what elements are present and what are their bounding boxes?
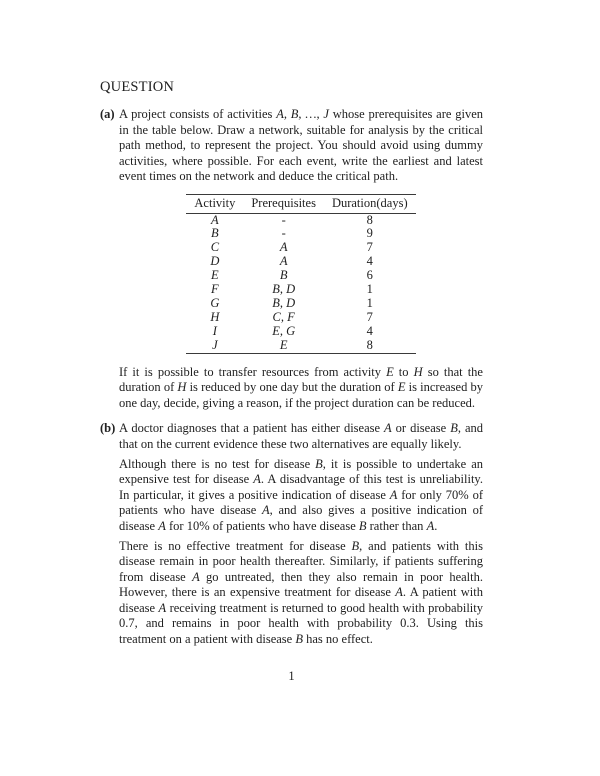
math-symbol: A [253,472,261,487]
cell-activity: C [210,240,220,255]
part-a-intro-paragraph [119,107,483,185]
text-run: . A patient with disease [119,585,484,615]
cell-activity: A [211,212,219,227]
math-symbol: B [450,421,458,436]
math-symbol: A [158,518,166,533]
cell-duration: 7 [366,309,373,324]
activity-table-row [186,311,415,325]
cell-activity: I [212,323,217,338]
part-a-followup-paragraph [119,365,483,412]
part-b-test-paragraph [119,457,483,535]
cell-prerequisites: - [281,226,286,241]
activity-table-head [186,194,415,213]
math-symbol: A [158,600,167,615]
page-number: 1 [288,669,295,683]
cell-prerequisites: E [279,337,288,352]
math-symbol: A [426,518,435,533]
text-run: . A disadvantage of this test is unreliability. In particular, it gives a positive indication of disease [119,472,483,502]
cell-duration: 6 [366,268,373,283]
text-run: There is no effective treatment for disease [119,538,352,553]
text-run: is increased by one day, decide, giving a reason, if the project duration can be reduced. [119,380,483,410]
cell-activity: J [212,337,218,352]
text-run: Although there is no test for disease [119,456,316,471]
column-header-prerequisites: Prerequisites [243,194,324,213]
part-b-body [119,421,483,647]
text-run: receiving treatment is returned to good health with probability 0.7, and remains in poor health with probability 0.3. Using this treatment on a patient with disease [119,600,483,646]
activity-table-body [186,213,415,353]
cell-activity: F [211,282,219,297]
text-run: A project consists of activities [119,107,277,121]
activity-table-row [186,227,415,241]
part-b-section [100,421,483,647]
cell-prerequisites: A [279,240,288,255]
math-symbol: H [177,380,187,395]
cell-duration: 4 [366,323,373,338]
text-run: is reduced by one day but the duration of [186,380,398,395]
text-run: so that the duration of [119,364,483,395]
math-symbol: A [192,569,200,584]
activity-table-row [186,283,415,297]
cell-prerequisites: - [281,212,286,227]
math-symbol: E [386,364,394,379]
cell-prerequisites: C, F [272,309,295,324]
cell-duration: 1 [366,282,373,297]
cell-prerequisites: E, G [272,323,296,338]
math-symbol: B [358,518,367,533]
text-run: has no effect. [302,631,373,646]
text-run: A doctor diagnoses that a patient has either disease [119,421,385,436]
column-header-duration: Duration(days) [324,194,416,213]
part-b-intro-paragraph [119,421,483,452]
part-a-body [119,107,483,411]
math-symbol: A [262,503,270,518]
part-b-label: (b) [100,421,116,436]
cell-duration: 8 [366,337,373,352]
text-run: . [434,518,438,533]
text-run: to [393,364,414,379]
cell-prerequisites: B, D [272,295,296,310]
column-header-activity: Activity [186,194,243,213]
cell-activity: H [210,309,220,324]
text-run: If it is possible to transfer resources from activity [119,364,387,379]
text-run: rather than [366,518,427,533]
activity-table-header-row [186,194,415,213]
activity-table-row [186,325,415,339]
part-a-section [100,107,483,411]
math-symbol: A [389,487,398,502]
cell-duration: 8 [366,212,373,227]
text-run: or disease [391,421,451,436]
activity-table-row [186,213,415,227]
activity-table-row [186,269,415,283]
cell-duration: 7 [366,240,373,255]
math-symbol: B [315,456,323,471]
math-symbol: E [397,380,406,395]
activity-table-row [186,297,415,311]
cell-prerequisites: B [279,268,288,283]
cell-activity: D [210,254,220,269]
cell-duration: 9 [366,226,373,241]
cell-prerequisites: B, D [272,282,296,297]
math-symbol: A [384,421,392,436]
math-symbol: A [395,585,403,600]
page-content [100,78,483,647]
part-a-label: (a) [100,107,115,121]
cell-activity: B [211,226,219,241]
cell-prerequisites: A [279,254,288,269]
question-heading: QUESTION [100,79,175,95]
text-run: , and also gives a positive indication of disease [119,503,483,533]
activity-table-row [186,255,415,269]
text-run: , it is possible to undertake an expensive test for disease [119,456,483,487]
text-run: , and that on the current evidence these two alternatives are equally likely. [119,421,483,451]
part-b-treatment-paragraph [119,539,483,648]
cell-duration: 4 [366,254,373,269]
math-symbol: A, B, …, J [276,107,329,121]
math-symbol: B [295,631,303,646]
math-symbol: B [351,538,360,553]
cell-activity: E [211,268,219,283]
math-symbol: H [413,364,423,379]
cell-duration: 1 [366,295,373,310]
text-run: , and patients with this disease remain in poor health thereafter. Similarly, if patients suffering from disease [119,538,483,584]
cell-activity: G [210,295,220,310]
activity-table-row [186,339,415,353]
activity-table [186,194,415,354]
text-run: go untreated, then they also remain in poor health. However, there is an expensive treatment for disease [119,569,483,600]
text-run: whose prerequisites are given in the table below. Draw a network, suitable for analysis by the critical path method, to represent the project. You should avoid using dummy activities, where possible. For each event, write the earliest and latest event times on the network and deduce the critical path. [119,107,483,183]
activity-table-row [186,241,415,255]
text-run: for only 70% of patients who have disease [119,487,484,518]
text-run: for 10% of patients who have disease [165,518,359,533]
